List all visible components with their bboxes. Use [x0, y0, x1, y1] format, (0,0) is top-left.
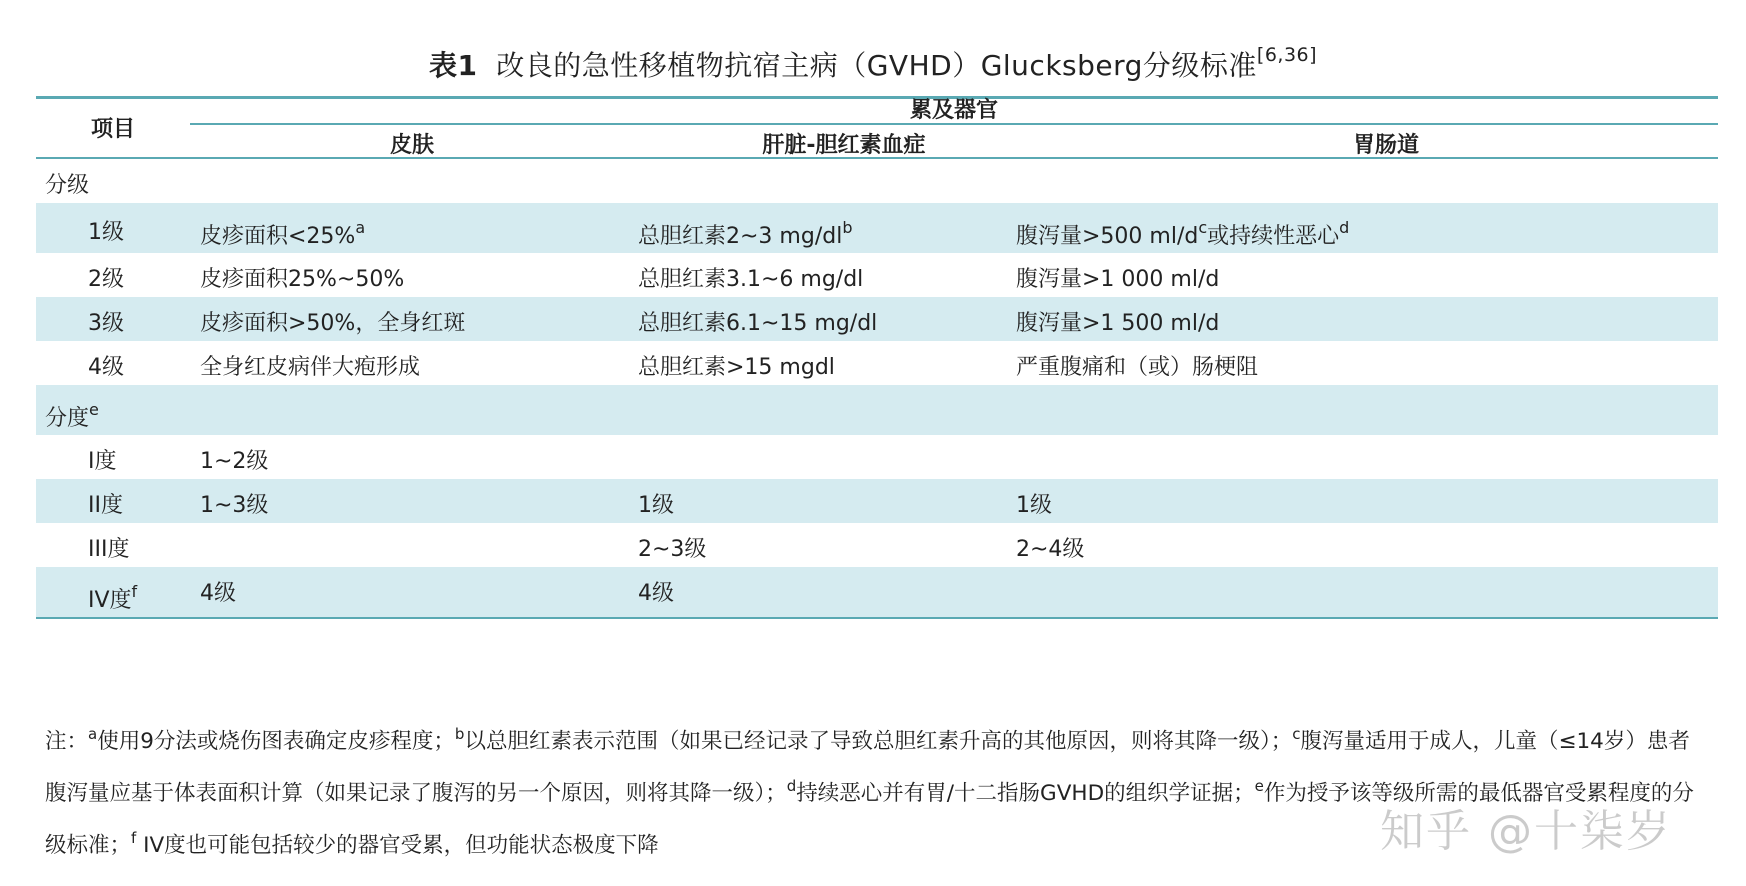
grade-label: 1级	[88, 220, 124, 245]
degree-label: I度	[88, 449, 117, 474]
liver-cell: 2~3级	[638, 537, 707, 562]
footnote-sup: a	[355, 218, 366, 237]
footnote-sup: e	[89, 400, 99, 419]
degree-label: II度	[88, 493, 123, 518]
skin-cell: 1~3级	[200, 493, 269, 518]
grade-label: 3级	[88, 311, 124, 336]
gi-cell: 腹泻量>500 $ml/d^c$或持续性恶心$^d$	[1016, 218, 1350, 249]
table-row	[36, 523, 1718, 567]
header-organ-group: 累及器官	[909, 98, 998, 123]
bottom-rule	[36, 617, 1718, 619]
footnote-sup: b	[842, 218, 853, 237]
skin-cell: 4级	[200, 581, 236, 606]
table-row	[36, 479, 1718, 523]
header-item: 项目	[90, 117, 135, 142]
table-notes: 注：$^a$使用9分法或烧伤图表确定皮疹程度；$^b$以总胆红素表示范围（如果已经记录了导致总胆红素升高的其他原因，则将其降一级）；$^c$腹泻量适用于成人，儿童（≤14岁）患者腹泻量应基于体表面积计算（如果记录了腹泻的另一个原因，则将其降一级）；$^d$持续恶心并有胃/十二指肠GVHD的组织学证据；$^e$作为授予该等级所需的最低器官受累程度的分级标准；$^f$ IV度也可能包括较少的器官受累，但功能状态极度下降	[45, 725, 1694, 858]
table-row	[36, 253, 1718, 297]
gi-cell: 2~4级	[1016, 537, 1085, 562]
degree-label: IV度$^f$	[88, 582, 138, 613]
grade-label: 2级	[88, 267, 124, 292]
gi-cell: 严重腹痛和（或）肠梗阻	[1016, 355, 1259, 380]
liver-cell: 总胆红素6.1~15 mg/dl	[638, 311, 878, 336]
liver-cell: 1级	[638, 493, 674, 518]
table-row	[36, 203, 1718, 253]
footnote-sup: d	[786, 777, 797, 795]
gi-cell: 1级	[1016, 493, 1052, 518]
footnote-sup: c	[1292, 725, 1301, 743]
header-gi: 胃肠道	[1352, 133, 1419, 158]
degree-label: III度	[88, 537, 130, 562]
grade-label: 4级	[88, 355, 124, 380]
skin-cell: 皮疹面积>50%，全身红斑	[200, 311, 466, 336]
table-label: 表1	[428, 49, 478, 82]
liver-cell: 总胆红素2~3 $mg/dl^b$	[638, 218, 853, 249]
footnote-sup: a	[88, 725, 98, 743]
reference-sup: [6,36]	[1256, 44, 1318, 66]
table-row	[36, 435, 1718, 479]
gi-cell: 腹泻量>1 500 ml/d	[1016, 311, 1220, 336]
table-title-text: 改良的急性移植物抗宿主病（GVHD）Glucksberg分级标准	[496, 49, 1257, 82]
grade-section-label: 分级	[45, 173, 90, 198]
footnote-sup: d	[1339, 218, 1350, 237]
header-skin: 皮肤	[389, 133, 434, 158]
skin-cell: 皮疹面积<25%$^a$	[200, 218, 366, 249]
gi-cell: 腹泻量>1 000 ml/d	[1016, 267, 1220, 292]
header-liver: 肝脏-胆红素血症	[762, 133, 926, 158]
grade-section-row	[36, 159, 1718, 203]
skin-cell: 全身红皮病伴大疱形成	[200, 355, 421, 380]
liver-cell: 4级	[638, 581, 674, 606]
footnote-sup: f	[131, 829, 137, 847]
zhihu-watermark: 知乎 @十柒岁	[1380, 806, 1672, 857]
table-row	[36, 341, 1718, 385]
skin-cell: 皮疹面积25%~50%	[200, 267, 405, 292]
degree-section-label: 分度$^e$	[45, 400, 99, 431]
footnote-sup: e	[1254, 777, 1264, 795]
degree-section-row	[36, 385, 1718, 435]
table-row	[36, 567, 1718, 617]
liver-cell: 总胆红素>15 mgdl	[638, 355, 835, 380]
table-title	[0, 44, 1746, 84]
liver-cell: 总胆红素3.1~6 mg/dl	[638, 267, 864, 292]
skin-cell: 1~2级	[200, 449, 269, 474]
footnote-sup: b	[454, 725, 465, 743]
table-row	[36, 297, 1718, 341]
footnote-sup: c	[1198, 218, 1208, 237]
footnote-sup: f	[131, 582, 138, 601]
